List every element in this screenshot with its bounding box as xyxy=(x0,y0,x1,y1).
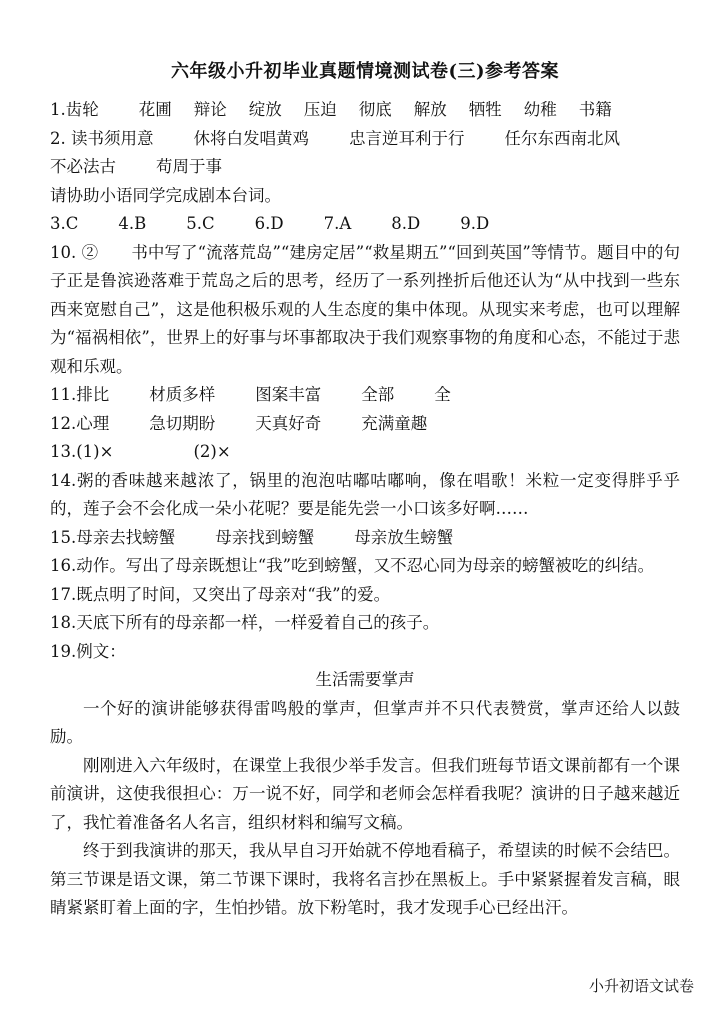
page-title: 六年级小升初毕业真题情境测试卷(三)参考答案 xyxy=(170,61,560,82)
answer-word: 齿轮 xyxy=(65,100,99,119)
answer-item: 忠言逆耳利于行 xyxy=(349,128,465,148)
essay-paragraph: 终于到我演讲的那天，我从早自习开始就不停地看稿子，希望读的时候不会结巴。第三节课是语文课，第二节课下课时，我将名言抄在黑板上。手中紧紧握着发言稿，眼睛紧紧盯着上面的字，生怕抄错。放下粉笔时，我才发现手心已经出汗。 xyxy=(50,841,680,917)
answer-number: 2. xyxy=(50,128,71,148)
answer-choice: 5.C xyxy=(186,214,215,233)
answer-19-label: 19.例文： xyxy=(50,641,126,661)
answer-11 xyxy=(50,381,680,410)
answer-item: 读书须用意 xyxy=(71,128,154,148)
answer-item: 图案丰富 xyxy=(255,385,322,404)
answer-number: 1. xyxy=(50,100,66,119)
answer-2-continued xyxy=(50,153,680,182)
answer-item: (2)× xyxy=(193,442,231,461)
answer-choice: 3.C xyxy=(50,214,79,233)
answer-item: 母亲放生螃蟹 xyxy=(354,527,454,547)
answer-item: 天真好奇 xyxy=(255,413,322,433)
answer-choice: 7.A xyxy=(323,214,352,233)
answer-2 xyxy=(50,125,680,154)
answer-item: (1)× xyxy=(76,442,114,461)
answer-item: 心理 xyxy=(76,413,110,433)
answer-word: 彻底 xyxy=(358,100,392,119)
answers-3-to-9 xyxy=(50,210,680,239)
answer-16: 16.动作。写出了母亲既想让“我”吃到螃蟹，又不忍心同为母亲的螃蟹被吃的纠结。 xyxy=(50,556,655,575)
answer-choice: 8.D xyxy=(391,214,421,233)
answer-item: 任尔东西南北风 xyxy=(504,128,620,148)
answer-13 xyxy=(50,438,680,467)
answer-choice: 6.D xyxy=(254,214,284,233)
answer-word: 压迫 xyxy=(303,100,337,119)
answer-12 xyxy=(50,410,680,439)
answer-10: 10. ② 书中写了“流落荒岛”“建房定居”“救星期五”“回到英国”等情节。题目中的句子正是鲁滨逊落难于荒岛之后的思考，经历了一系列挫折后他还认为“从中找到一些东西来宽慰自己”，这是他积极乐观的人生态度的集中体现。从现实来考虑，也可以理解为“福祸相依”，世界上的好事与坏事都取决于我们观察事物的角度和心态，不能过于悲观和乐观。 xyxy=(50,242,680,376)
answer-15 xyxy=(50,524,680,553)
answer-word: 解放 xyxy=(413,100,447,119)
answer-word: 书籍 xyxy=(578,100,612,119)
answer-item: 全部 xyxy=(361,385,395,404)
answer-word: 牺牲 xyxy=(468,100,502,119)
answer-number: 13. xyxy=(50,442,77,461)
answer-item: 排比 xyxy=(76,385,110,404)
essay-paragraph: 刚刚进入六年级时，在课堂上我很少举手发言。但我们班每节语文课前都有一个课前演讲，这使我很担心：万一说不好，同学和老师会怎样看我呢？演讲的日子越来越近了，我忙着准备名人名言，组织材料和编写文稿。 xyxy=(50,755,680,832)
answer-17: 17.既点明了时间，又突出了母亲对“我”的爱。 xyxy=(50,584,391,604)
answer-1 xyxy=(50,96,680,125)
answer-2-note: 请协助小语同学完成剧本台词。 xyxy=(50,185,281,205)
answer-item: 母亲找到螃蟹 xyxy=(215,527,315,547)
answer-choice: 4.B xyxy=(118,214,147,233)
answer-item: 急切期盼 xyxy=(149,413,216,433)
answer-word: 绽放 xyxy=(248,100,282,119)
answer-item: 充满童趣 xyxy=(361,413,428,433)
answer-item: 全 xyxy=(434,385,451,404)
answer-14: 14.粥的香味越来越浓了，锅里的泡泡咕嘟咕嘟响，像在唱歌！米粒一定变得胖乎乎的，莲子会不会化成一朵小花呢？要是能先尝一小口该多好啊…… xyxy=(50,470,680,518)
answer-number: 12. xyxy=(50,413,77,433)
essay-title: 生活需要掌声 xyxy=(315,670,415,689)
answer-number: 15. xyxy=(50,527,77,547)
essay-paragraph: 一个好的演讲能够获得雷鸣般的掌声，但掌声并不只代表赞赏，掌声还给人以鼓励。 xyxy=(50,698,680,746)
page-footer: 小升初语文试卷 xyxy=(588,977,694,995)
answer-choice: 9.D xyxy=(460,214,490,233)
answer-word: 花圃 xyxy=(138,100,172,119)
answer-word: 幼稚 xyxy=(523,100,557,119)
answer-number: 11. xyxy=(50,385,77,404)
answer-item: 苟周于事 xyxy=(156,157,222,176)
answer-item: 不必法古 xyxy=(50,157,116,176)
answer-item: 休将白发唱黄鸡 xyxy=(193,128,309,148)
answer-item: 材质多样 xyxy=(149,385,216,404)
answer-18: 18.天底下所有的母亲都一样，一样爱着自己的孩子。 xyxy=(50,613,440,632)
answer-word: 辩论 xyxy=(193,100,227,119)
answer-item: 母亲去找螃蟹 xyxy=(76,527,176,547)
